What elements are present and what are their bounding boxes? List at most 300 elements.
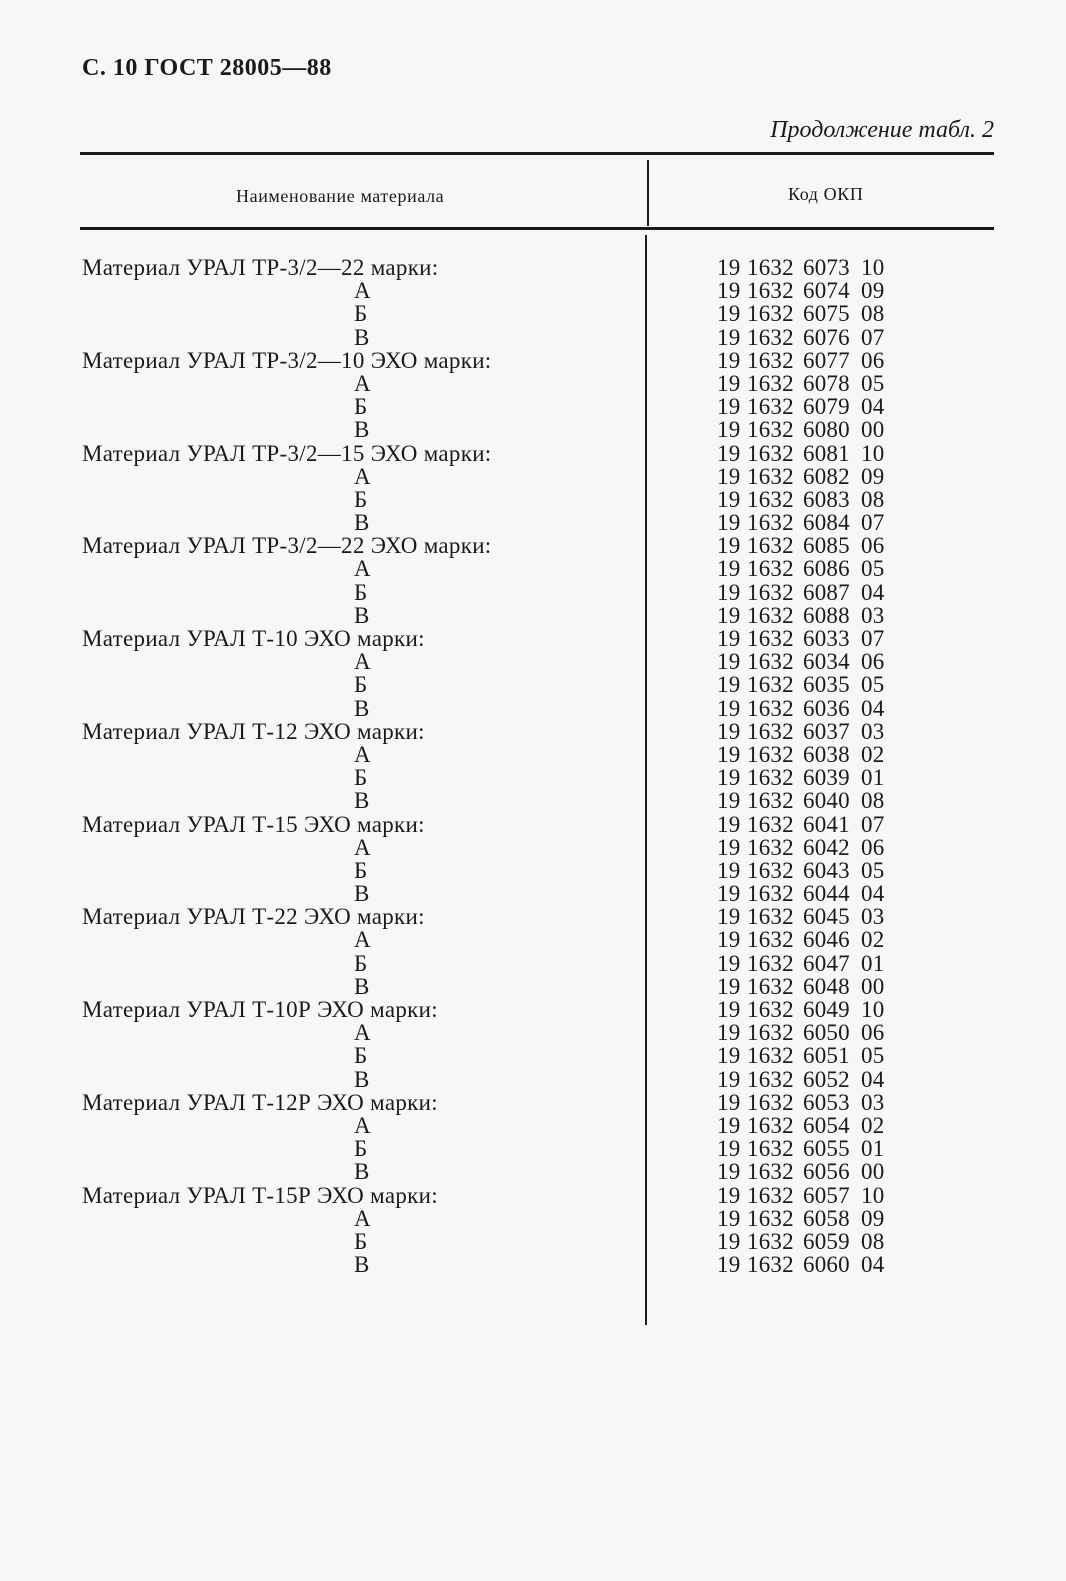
okp-code [717, 743, 884, 766]
table-row [0, 928, 1066, 951]
material-name: Материал УРАЛ Т-15 ЭХО марки: [82, 811, 425, 837]
table-row [0, 1160, 1066, 1183]
okp-code-part: 08 [861, 788, 885, 814]
okp-code-part: 19 [717, 765, 741, 791]
okp-code-part: 1632 [747, 301, 794, 327]
okp-code-part: 1632 [747, 417, 794, 443]
okp-code-part: 06 [861, 834, 885, 860]
okp-code-part: 1632 [747, 857, 794, 883]
okp-code-part: 01 [861, 765, 885, 791]
okp-code-part: 6042 [803, 834, 850, 860]
okp-code-part: 19 [717, 1066, 741, 1092]
okp-code-part: 1632 [747, 1205, 794, 1231]
okp-code-part: 19 [717, 1020, 741, 1046]
okp-code-part: 19 [717, 718, 741, 744]
okp-code-part: 19 [717, 1252, 741, 1278]
okp-code [717, 488, 884, 511]
okp-code-part: 02 [861, 741, 885, 767]
okp-code-part: 1632 [747, 1182, 794, 1208]
okp-code [717, 859, 884, 882]
material-name: Материал УРАЛ ТР-3/2—22 ЭХО марки: [82, 533, 492, 559]
table-row [0, 627, 1066, 650]
material-name: Материал УРАЛ ТР-3/2—10 ЭХО марки: [82, 347, 492, 373]
grade-label: А [354, 1112, 371, 1138]
okp-code-part: 01 [861, 1136, 885, 1162]
okp-code-part: 6058 [803, 1205, 850, 1231]
okp-code [717, 372, 884, 395]
okp-code-part: 6041 [803, 811, 850, 837]
okp-code-part: 04 [861, 695, 885, 721]
material-name: Материал УРАЛ Т-15Р ЭХО марки: [82, 1182, 438, 1208]
okp-code-part: 19 [717, 811, 741, 837]
material-name: Материал УРАЛ Т-12 ЭХО марки: [82, 718, 425, 744]
okp-code-part: 19 [717, 1182, 741, 1208]
grade-label: Б [354, 1043, 368, 1069]
okp-code-part: 6046 [803, 927, 850, 953]
okp-code-part: 19 [717, 997, 741, 1022]
okp-code [717, 813, 884, 836]
table-row [0, 302, 1066, 325]
okp-code-part: 6033 [803, 626, 850, 651]
okp-code-part: 6053 [803, 1089, 850, 1115]
table-row [0, 1114, 1066, 1137]
table-header-rule [80, 227, 994, 230]
okp-code [717, 256, 884, 279]
okp-code-part: 09 [861, 463, 885, 489]
okp-code-part: 19 [717, 672, 741, 698]
grade-label: В [354, 1159, 370, 1185]
okp-code-part: 1632 [747, 370, 794, 396]
okp-code-part: 06 [861, 1020, 885, 1046]
column-header-code: Код ОКП [788, 184, 864, 204]
grade-label: А [354, 556, 371, 582]
okp-code-part: 6074 [803, 278, 850, 304]
grade-label: В [354, 324, 370, 350]
material-name: Материал УРАЛ Т-10 ЭХО марки: [82, 626, 425, 651]
table-row [0, 1184, 1066, 1207]
okp-code-part: 1632 [747, 1252, 794, 1278]
okp-code [717, 442, 884, 465]
grade-label: Б [354, 765, 368, 791]
table-row [0, 998, 1066, 1021]
table-row [0, 1253, 1066, 1276]
okp-code [717, 604, 884, 627]
okp-code-part: 6055 [803, 1136, 850, 1162]
grade-label: Б [354, 950, 368, 976]
table-row [0, 1137, 1066, 1160]
table-row [0, 1068, 1066, 1091]
okp-code-part: 19 [717, 1159, 741, 1185]
okp-code-part: 03 [861, 602, 885, 628]
okp-code-part: 1632 [747, 881, 794, 907]
okp-code-part: 1632 [747, 649, 794, 675]
grade-label: В [354, 695, 370, 721]
grade-label: А [354, 927, 371, 953]
okp-code-part: 19 [717, 510, 741, 536]
okp-code-part: 09 [861, 278, 885, 304]
okp-code [717, 975, 884, 998]
okp-code-part: 6085 [803, 533, 850, 559]
table-row [0, 766, 1066, 789]
okp-code [717, 1184, 884, 1207]
okp-code-part: 1632 [747, 672, 794, 698]
table-row [0, 1091, 1066, 1114]
okp-code-part: 1632 [747, 1089, 794, 1115]
okp-code [717, 998, 884, 1021]
okp-code-part: 05 [861, 857, 885, 883]
okp-code-part: 1632 [747, 602, 794, 628]
okp-code-part: 19 [717, 533, 741, 559]
okp-code [717, 418, 884, 441]
okp-code-part: 19 [717, 881, 741, 907]
table-row [0, 604, 1066, 627]
okp-code-part: 6083 [803, 486, 850, 512]
okp-code-part: 1632 [747, 1136, 794, 1162]
okp-code-part: 09 [861, 1205, 885, 1231]
okp-code-part: 04 [861, 1252, 885, 1278]
grade-label: Б [354, 672, 368, 698]
okp-code-part: 19 [717, 278, 741, 304]
okp-code-part: 19 [717, 255, 741, 280]
okp-code-part: 19 [717, 741, 741, 767]
okp-code-part: 6048 [803, 973, 850, 999]
okp-code-part: 1632 [747, 1043, 794, 1069]
okp-code-part: 6043 [803, 857, 850, 883]
okp-code-part: 06 [861, 649, 885, 675]
okp-code-part: 1632 [747, 927, 794, 953]
okp-code-part: 1632 [747, 324, 794, 350]
okp-code-part: 04 [861, 881, 885, 907]
okp-code-part: 01 [861, 950, 885, 976]
table-body [0, 256, 1066, 1276]
table-row [0, 673, 1066, 696]
table-row [0, 1021, 1066, 1044]
okp-code-part: 05 [861, 556, 885, 582]
material-name: Материал УРАЛ Т-10Р ЭХО марки: [82, 997, 438, 1022]
okp-code-part: 1632 [747, 463, 794, 489]
okp-code-part: 1632 [747, 904, 794, 930]
grade-label: В [354, 602, 370, 628]
okp-code-part: 1632 [747, 440, 794, 466]
okp-code-part: 1632 [747, 741, 794, 767]
okp-code-part: 19 [717, 1089, 741, 1115]
okp-code-part: 06 [861, 347, 885, 373]
okp-code-part: 6039 [803, 765, 850, 791]
table-row [0, 418, 1066, 441]
okp-code-part: 1632 [747, 486, 794, 512]
okp-code [717, 627, 884, 650]
table-row [0, 488, 1066, 511]
okp-code-part: 6054 [803, 1112, 850, 1138]
okp-code [717, 302, 884, 325]
okp-code-part: 1632 [747, 347, 794, 373]
okp-code-part: 6076 [803, 324, 850, 350]
okp-code [717, 928, 884, 951]
material-name: Материал УРАЛ ТР-3/2—15 ЭХО марки: [82, 440, 492, 466]
okp-code-part: 1632 [747, 950, 794, 976]
okp-code [717, 1068, 884, 1091]
okp-code-part: 6051 [803, 1043, 850, 1069]
okp-code-part: 6075 [803, 301, 850, 327]
okp-code-part: 6036 [803, 695, 850, 721]
okp-code-part: 19 [717, 556, 741, 582]
okp-code-part: 04 [861, 394, 885, 420]
grade-label: А [354, 649, 371, 675]
okp-code-part: 1632 [747, 1159, 794, 1185]
okp-code-part: 19 [717, 301, 741, 327]
okp-code-part: 00 [861, 417, 885, 443]
okp-code [717, 1253, 884, 1276]
okp-code-part: 6045 [803, 904, 850, 930]
okp-code-part: 03 [861, 718, 885, 744]
table-row [0, 557, 1066, 580]
grade-label: Б [354, 301, 368, 327]
okp-code [717, 673, 884, 696]
okp-code-part: 19 [717, 417, 741, 443]
okp-code [717, 905, 884, 928]
okp-code-part: 6087 [803, 579, 850, 605]
grade-label: Б [354, 1228, 368, 1254]
okp-code-part: 19 [717, 695, 741, 721]
table-row [0, 697, 1066, 720]
grade-label: Б [354, 394, 368, 420]
table-row [0, 465, 1066, 488]
okp-code-part: 19 [717, 394, 741, 420]
okp-code [717, 1114, 884, 1137]
okp-code-part: 10 [861, 997, 885, 1022]
okp-code-part: 07 [861, 626, 885, 651]
table-row [0, 442, 1066, 465]
grade-label: В [354, 973, 370, 999]
okp-code-part: 6086 [803, 556, 850, 582]
grade-label: В [354, 417, 370, 443]
table-row [0, 720, 1066, 743]
okp-code-part: 6088 [803, 602, 850, 628]
okp-code-part: 6038 [803, 741, 850, 767]
grade-label: Б [354, 486, 368, 512]
okp-code-part: 1632 [747, 278, 794, 304]
table-row [0, 1207, 1066, 1230]
okp-code [717, 1207, 884, 1230]
grade-label: В [354, 1252, 370, 1278]
okp-code-part: 05 [861, 1043, 885, 1069]
okp-code [717, 1044, 884, 1067]
okp-code-part: 00 [861, 1159, 885, 1185]
okp-code [717, 1137, 884, 1160]
okp-code-part: 19 [717, 486, 741, 512]
table-row [0, 534, 1066, 557]
okp-code-part: 19 [717, 834, 741, 860]
table-row [0, 743, 1066, 766]
okp-code-part: 19 [717, 857, 741, 883]
okp-code-part: 19 [717, 579, 741, 605]
okp-code-part: 19 [717, 626, 741, 651]
okp-code-part: 6040 [803, 788, 850, 814]
table-row [0, 813, 1066, 836]
grade-label: Б [354, 857, 368, 883]
okp-code-part: 04 [861, 579, 885, 605]
okp-code-part: 05 [861, 370, 885, 396]
grade-label: А [354, 1205, 371, 1231]
okp-code-part: 19 [717, 440, 741, 466]
okp-code-part: 04 [861, 1066, 885, 1092]
okp-code-part: 1632 [747, 834, 794, 860]
okp-code-part: 1632 [747, 973, 794, 999]
header-column-divider [647, 160, 649, 226]
okp-code-part: 1632 [747, 1020, 794, 1046]
okp-code-part: 6073 [803, 255, 850, 280]
okp-code [717, 349, 884, 372]
okp-code-part: 6037 [803, 718, 850, 744]
okp-code-part: 1632 [747, 788, 794, 814]
table-row [0, 326, 1066, 349]
table-row [0, 372, 1066, 395]
table-row [0, 581, 1066, 604]
okp-code [717, 1021, 884, 1044]
table-row [0, 905, 1066, 928]
okp-code [717, 1230, 884, 1253]
okp-code [717, 511, 884, 534]
grade-label: А [354, 834, 371, 860]
okp-code-part: 19 [717, 463, 741, 489]
okp-code [717, 465, 884, 488]
okp-code-part: 6056 [803, 1159, 850, 1185]
okp-code-part: 19 [717, 370, 741, 396]
okp-code-part: 02 [861, 927, 885, 953]
grade-label: А [354, 278, 371, 304]
okp-code-part: 07 [861, 324, 885, 350]
okp-code-part: 1632 [747, 510, 794, 536]
okp-code-part: 6052 [803, 1066, 850, 1092]
okp-code [717, 836, 884, 859]
okp-code [717, 766, 884, 789]
column-header-name: Наименование материала [236, 186, 445, 206]
okp-code-part: 08 [861, 301, 885, 327]
okp-code-part: 19 [717, 1136, 741, 1162]
okp-code-part: 08 [861, 1228, 885, 1254]
okp-code-part: 1632 [747, 533, 794, 559]
grade-label: В [354, 1066, 370, 1092]
okp-code-part: 6080 [803, 417, 850, 443]
table-row [0, 1230, 1066, 1253]
table-row [0, 511, 1066, 534]
grade-label: А [354, 1020, 371, 1046]
okp-code-part: 19 [717, 602, 741, 628]
okp-code-part: 19 [717, 927, 741, 953]
okp-code-part: 10 [861, 440, 885, 466]
okp-code [717, 789, 884, 812]
okp-code-part: 19 [717, 1112, 741, 1138]
okp-code-part: 1632 [747, 997, 794, 1022]
table-row [0, 882, 1066, 905]
okp-code-part: 6057 [803, 1182, 850, 1208]
okp-code [717, 650, 884, 673]
okp-code-part: 19 [717, 1043, 741, 1069]
table-row [0, 256, 1066, 279]
okp-code-part: 1632 [747, 579, 794, 605]
okp-code-part: 1632 [747, 255, 794, 280]
okp-code-part: 19 [717, 649, 741, 675]
okp-code-part: 6047 [803, 950, 850, 976]
okp-code-part: 02 [861, 1112, 885, 1138]
okp-code-part: 07 [861, 510, 885, 536]
okp-code-part: 03 [861, 904, 885, 930]
grade-label: Б [354, 579, 368, 605]
okp-code [717, 279, 884, 302]
okp-code [717, 882, 884, 905]
grade-label: А [354, 370, 371, 396]
okp-code-part: 6060 [803, 1252, 850, 1278]
grade-label: В [354, 788, 370, 814]
okp-code-part: 1632 [747, 718, 794, 744]
okp-code-part: 1632 [747, 695, 794, 721]
okp-code-part: 6077 [803, 347, 850, 373]
okp-code-part: 6079 [803, 394, 850, 420]
okp-code-part: 1632 [747, 394, 794, 420]
okp-code-part: 6059 [803, 1228, 850, 1254]
material-name: Материал УРАЛ Т-12Р ЭХО марки: [82, 1089, 438, 1115]
okp-code-part: 6081 [803, 440, 850, 466]
grade-label: В [354, 881, 370, 907]
okp-code [717, 326, 884, 349]
grade-label: А [354, 463, 371, 489]
okp-code-part: 03 [861, 1089, 885, 1115]
table-row [0, 1044, 1066, 1067]
table-row [0, 859, 1066, 882]
okp-code-part: 19 [717, 1228, 741, 1254]
okp-code-part: 6050 [803, 1020, 850, 1046]
okp-code-part: 19 [717, 973, 741, 999]
material-name: Материал УРАЛ Т-22 ЭХО марки: [82, 904, 425, 930]
okp-code-part: 1632 [747, 556, 794, 582]
table-row [0, 395, 1066, 418]
table-row [0, 789, 1066, 812]
okp-code-part: 6044 [803, 881, 850, 907]
okp-code-part: 1632 [747, 765, 794, 791]
table-row [0, 836, 1066, 859]
okp-code-part: 1632 [747, 811, 794, 837]
okp-code-part: 07 [861, 811, 885, 837]
okp-code-part: 10 [861, 1182, 885, 1208]
okp-code-part: 10 [861, 255, 885, 280]
table-row [0, 952, 1066, 975]
table-row [0, 650, 1066, 673]
okp-code-part: 19 [717, 904, 741, 930]
okp-code-part: 6078 [803, 370, 850, 396]
okp-code-part: 6034 [803, 649, 850, 675]
okp-code-part: 6082 [803, 463, 850, 489]
okp-code-part: 19 [717, 788, 741, 814]
grade-label: В [354, 510, 370, 536]
okp-code-part: 19 [717, 1205, 741, 1231]
material-name: Материал УРАЛ ТР-3/2—22 марки: [82, 255, 439, 280]
okp-code-part: 1632 [747, 1066, 794, 1092]
okp-code-part: 08 [861, 486, 885, 512]
table-row [0, 349, 1066, 372]
page-header: С. 10 ГОСТ 28005—88 [82, 55, 332, 81]
okp-code-part: 06 [861, 533, 885, 559]
okp-code-part: 19 [717, 950, 741, 976]
okp-code [717, 557, 884, 580]
okp-code-part: 05 [861, 672, 885, 698]
okp-code-part: 19 [717, 324, 741, 350]
okp-code-part: 6035 [803, 672, 850, 698]
okp-code-part: 00 [861, 973, 885, 999]
okp-code [717, 952, 884, 975]
grade-label: Б [354, 1136, 368, 1162]
table-row [0, 279, 1066, 302]
okp-code-part: 1632 [747, 1228, 794, 1254]
